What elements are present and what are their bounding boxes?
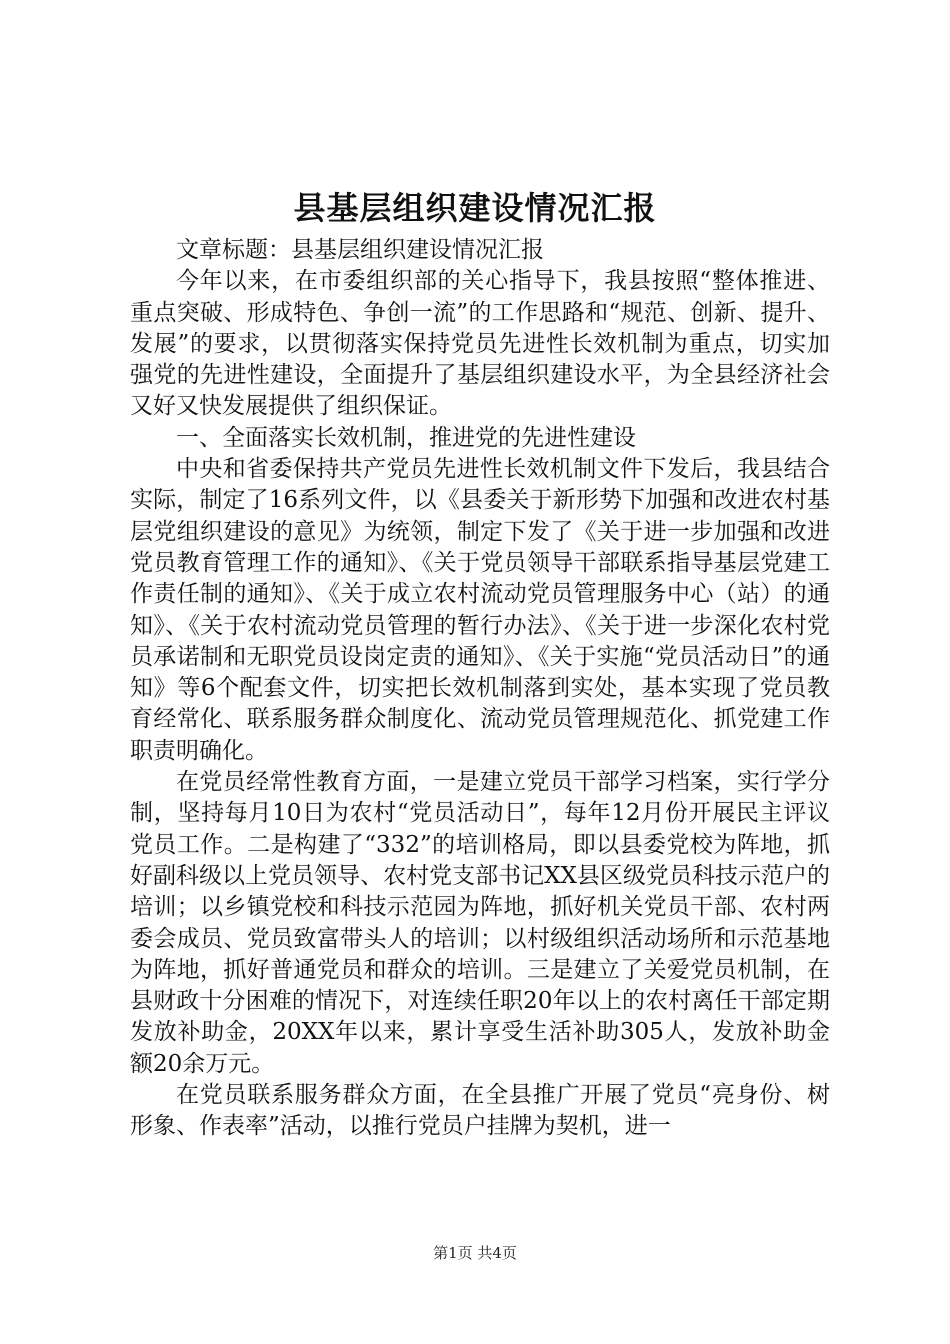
paragraph-intro: 今年以来，在市委组织部的关心指导下，我县按照“整体推进、重点突破、形成特色、争创一流”的工作思路和“规范、创新、提升、发展”的要求，以贯彻落实保持党员先进性长效机制为重点，切实加强党的先进性建设，全面提升了基层组织建设水平，为全县经济社会又好又快发展提供了组织保证。 (130, 268, 830, 420)
section-heading-1: 一、全面落实长效机制，推进党的先进性建设 (176, 424, 636, 451)
paragraph-article-title: 文章标题：县基层组织建设情况汇报 (176, 237, 544, 263)
paragraph-service: 在党员联系服务群众方面，在全县推广开展了党员“亮身份、树形象、作表率”活动，以推行党员户挂牌为契机，进一 (130, 1082, 830, 1140)
document-title: 县基层组织建设情况汇报 (293, 189, 657, 227)
document-body (130, 235, 830, 1143)
paragraph-education: 在党员经常性教育方面，一是建立党员干部学习档案，实行学分制，坚持每月10日为农村“党员活动日”，每年12月份开展民主评议党员工作。二是构建了“332”的培训格局，即以县委党校为阵地，抓好副科级以上党员领导、农村党支部书记XX县区级党员科技示范户的培训；以乡镇党校和科技示范园为阵地，抓好机关党员干部、农村两委会成员、党员致富带头人的培训；以村级组织活动场所和示范基地为阵地，抓好普通党员和群众的培训。三是建立了关爱党员机制，在县财政十分困难的情况下，对连续任职20年以上的农村离任干部定期发放补助金，20XX年以来，累计享受生活补助305人，发放补助金额20余万元。 (130, 769, 830, 1077)
page-footer: 第1页 共4页 (433, 1244, 517, 1262)
paragraph-mechanism: 中央和省委保持共产党员先进性长效机制文件下发后，我县结合实际，制定了16系列文件，以《县委关于新形势下加强和改进农村基层党组织建设的意见》为统领，制定下发了《关于进一步加强和改进党员教育管理工作的通知》、《关于党员领导干部联系指导基层党建工作责任制的通知》、《关于成立农村流动党员管理服务中心（站）的通知》、《关于农村流动党员管理的暂行办法》、《关于进一步深化农村党员承诺制和无职党员设岗定责的通知》、《关于实施“党员活动日”的通知》等6个配套文件，切实把长效机制落到实处，基本实现了党员教育经常化、联系服务群众制度化、流动党员管理规范化、抓党建工作职责明确化。 (130, 456, 830, 764)
